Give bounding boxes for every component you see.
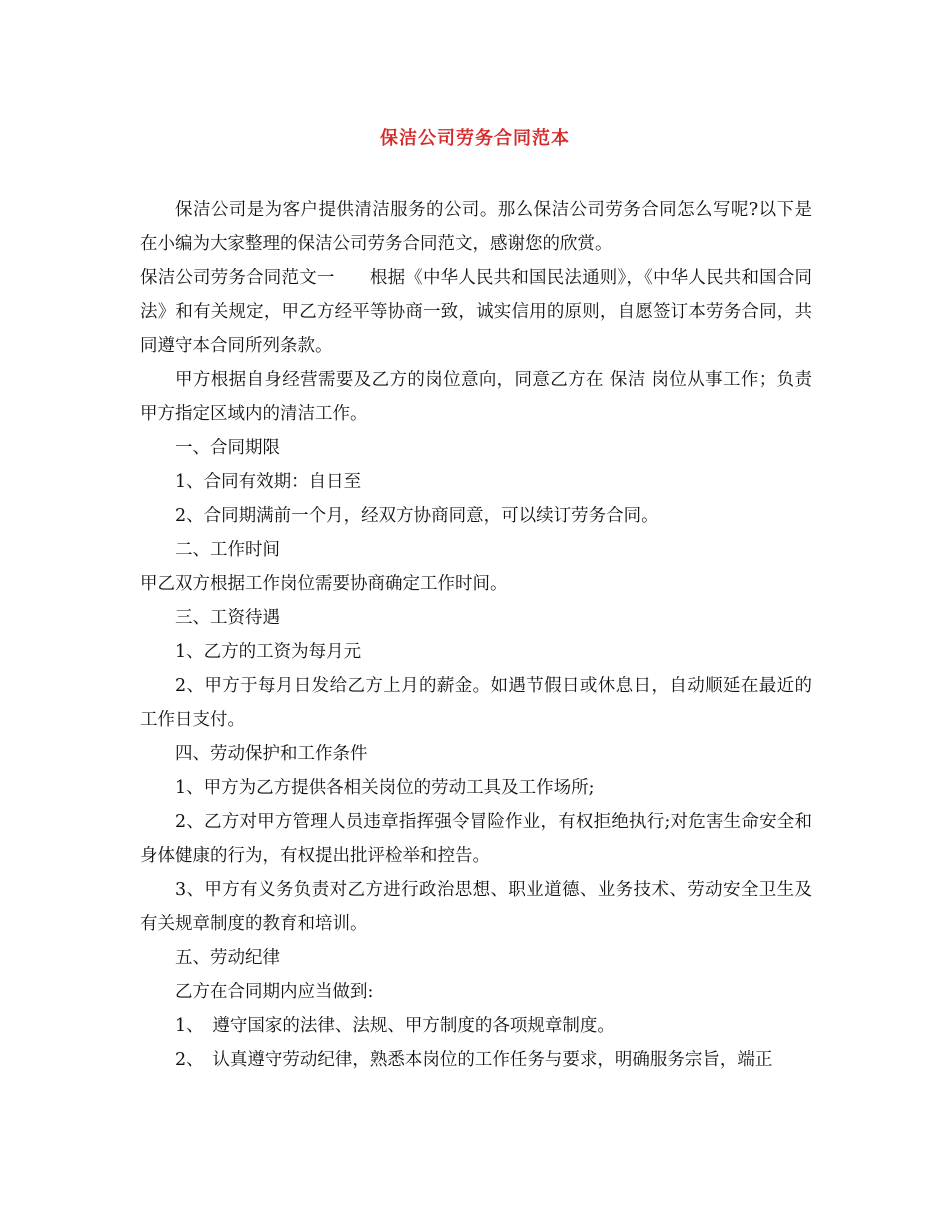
protection-clause-3: 3、甲方有义务负责对乙方进行政治思想、职业道德、业务技术、劳动安全卫生及有关规章制度的教育和培训。 (140, 880, 812, 934)
section-heading-wages: 三、工资待遇 (175, 608, 280, 628)
intro-paragraph: 保洁公司是为客户提供清洁服务的公司。那么保洁公司劳务合同怎么写呢?以下是在小编为大家整理的保洁公司劳务合同范文，感谢您的欣赏。 (140, 200, 812, 254)
position-paragraph: 甲方根据自身经营需要及乙方的岗位意向，同意乙方在 保洁 岗位从事工作；负责甲方指定区域内的清洁工作。 (140, 370, 812, 424)
hours-clause: 甲乙双方根据工作岗位需要协商确定工作时间。 (140, 574, 508, 594)
discipline-clause-2: 2、 认真遵守劳动纪律，熟悉本岗位的工作任务与要求，明确服务宗旨，端正 (175, 1050, 773, 1070)
protection-clause-1: 1、甲方为乙方提供各相关岗位的劳动工具及工作场所; (175, 778, 595, 798)
section-heading-protection: 四、劳动保护和工作条件 (175, 744, 368, 764)
term-clause-1: 1、合同有效期：自日至 (175, 472, 362, 492)
protection-clause-2: 2、乙方对甲方管理人员违章指挥强令冒险作业，有权拒绝执行;对危害生命安全和身体健康的行为，有权提出批评检举和控告。 (140, 812, 812, 866)
term-clause-2: 2、合同期满前一个月，经双方协商同意，可以续订劳务合同。 (175, 506, 659, 526)
section-heading-hours: 二、工作时间 (175, 540, 280, 560)
document-body (140, 193, 812, 1077)
document-title: 保洁公司劳务合同范本 (380, 128, 570, 149)
contract-preamble-paragraph: 保洁公司劳务合同范文一 根据《中华人民共和国民法通则》，《中华人民共和国合同法》和有关规定，甲乙方经平等协商一致，诚实信用的原则，自愿签订本劳务合同，共同遵守本合同所列条款。 (140, 268, 812, 356)
wages-clause-1: 1、乙方的工资为每月元 (175, 642, 362, 662)
section-heading-discipline: 五、劳动纪律 (175, 948, 280, 968)
wages-clause-2: 2、甲方于每月日发给乙方上月的薪金。如遇节假日或休息日，自动顺延在最近的工作日支付。 (140, 676, 812, 730)
discipline-clause-1: 1、 遵守国家的法律、法规、甲方制度的各项规章制度。 (175, 1016, 615, 1036)
discipline-intro: 乙方在合同期内应当做到: (175, 982, 374, 1002)
section-heading-term: 一、合同期限 (175, 438, 280, 458)
